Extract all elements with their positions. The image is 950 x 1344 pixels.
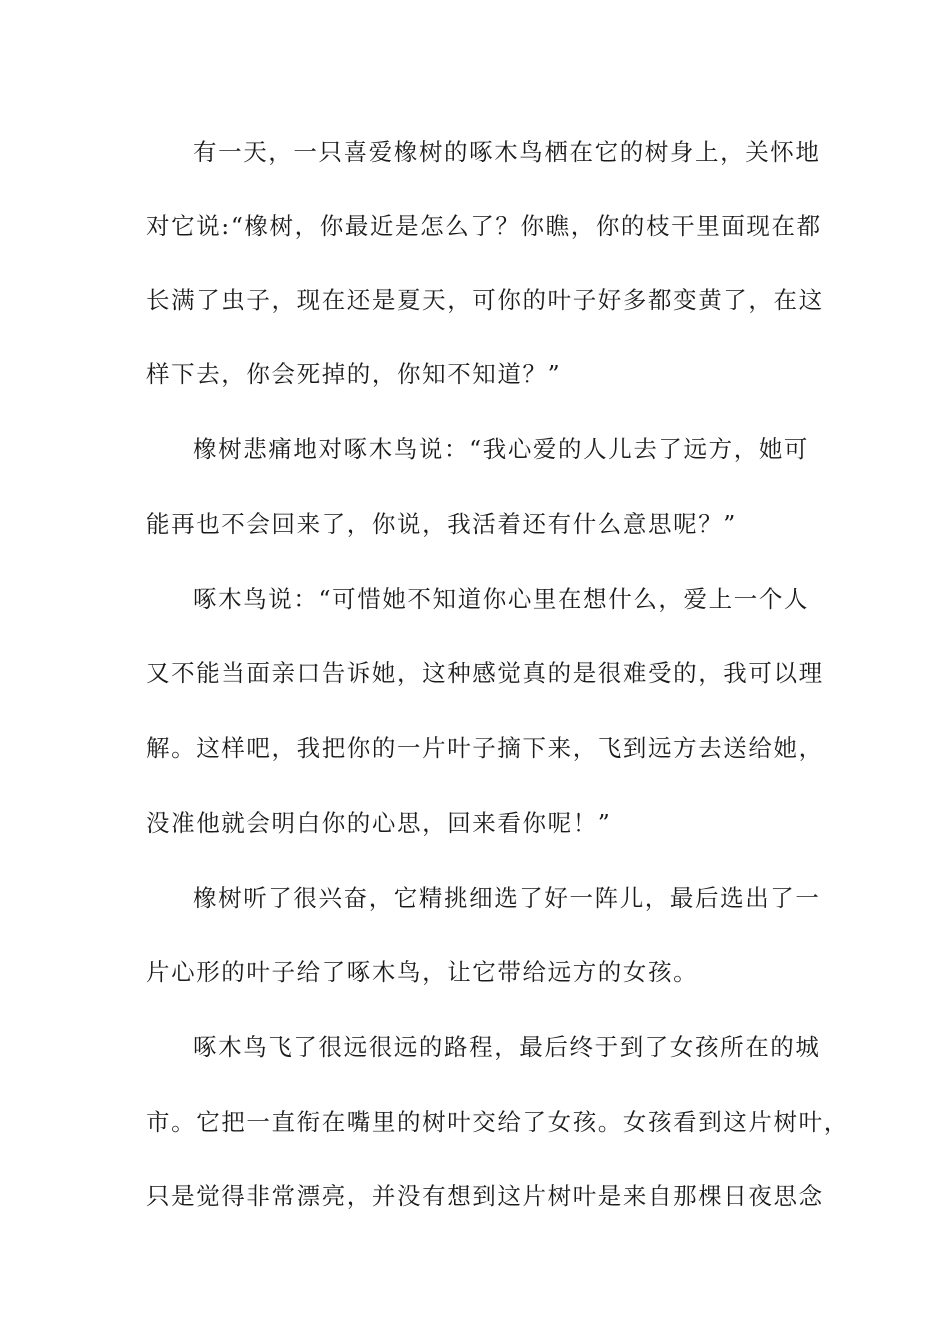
paragraph-3-line-4: 没准他就会明白你的心思，回来看你呢！” [146, 809, 612, 837]
paragraph-3-line-3: 解。这样吧，我把你的一片叶子摘下来，飞到远方去送给她， [146, 734, 824, 762]
paragraph-2-line-2: 能再也不会回来了，你说，我活着还有什么意思呢？” [146, 510, 737, 538]
paragraph-3-line-2: 又不能当面亲口告诉她，这种感觉真的是很难受的，我可以理 [146, 659, 824, 687]
paragraph-1-line-1: 有一天，一只喜爱橡树的啄木鸟栖在它的树身上，关怀地 [193, 138, 821, 166]
paragraph-5-line-2: 市。它把一直衔在嘴里的树叶交给了女孩。女孩看到这片树叶， [146, 1108, 849, 1136]
paragraph-5-line-1: 啄木鸟飞了很远很远的路程，最后终于到了女孩所在的城 [193, 1033, 821, 1061]
paragraph-1-line-3: 长满了虫子，现在还是夏天，可你的叶子好多都变黄了，在这 [146, 286, 824, 314]
paragraph-5-line-3: 只是觉得非常漂亮，并没有想到这片树叶是来自那棵日夜思念 [146, 1182, 824, 1210]
paragraph-1-line-4: 样下去，你会死掉的，你知不知道？” [146, 360, 562, 388]
paragraph-3-line-1: 啄木鸟说：“可惜她不知道你心里在想什么，爱上一个人 [193, 585, 810, 613]
paragraph-1-line-2: 对它说:“橡树，你最近是怎么了？你瞧，你的枝干里面现在都 [146, 212, 822, 240]
paragraph-4-line-2: 片心形的叶子给了啄木鸟，让它带给远方的女孩。 [146, 958, 699, 986]
paragraph-2-line-1: 橡树悲痛地对啄木鸟说：“我心爱的人儿去了远方，她可 [193, 435, 810, 463]
paragraph-4-line-1: 橡树听了很兴奋，它精挑细选了好一阵儿，最后选出了一 [193, 884, 821, 912]
